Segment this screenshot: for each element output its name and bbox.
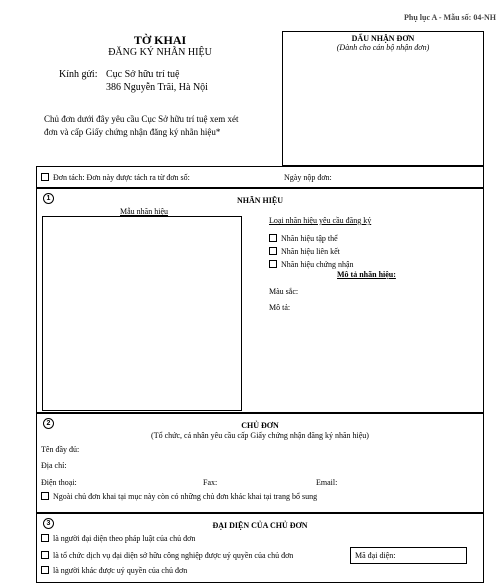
describe-label: Mô tả nhãn hiệu: [337, 270, 396, 279]
section-applicant [36, 413, 484, 513]
trademark-sample-box[interactable] [42, 216, 242, 411]
filing-date-label: Ngày nộp đơn: [284, 173, 332, 182]
form-subtitle: ĐĂNG KÝ NHÃN HIỆU [108, 47, 212, 58]
agent-code-label: Mã đại diện: [355, 551, 396, 560]
type-option-associated[interactable]: Nhãn hiệu liên kết [269, 247, 340, 257]
rep-checkbox[interactable] [41, 566, 49, 574]
fax-label: Fax: [203, 478, 218, 487]
type-checkbox[interactable] [269, 260, 277, 268]
email-label: Email: [316, 478, 338, 487]
other-owners-checkbox[interactable] [41, 492, 49, 500]
request-line-1: Chủ đơn dưới đây yêu cầu Cục Sở hữu trí tuệ xem xét [44, 114, 239, 124]
section3-title: ĐẠI DIỆN CỦA CHỦ ĐƠN [212, 521, 308, 530]
form-code: Phụ lục A - Mẫu số: 04-NH [403, 13, 496, 22]
section-number-2: 2 [43, 418, 54, 429]
split-row [36, 166, 484, 188]
split-field[interactable]: Đơn tách: Đơn này được tách ra từ đơn số: [41, 173, 190, 183]
stamp-note: (Dành cho cán bộ nhận đơn) [336, 43, 430, 52]
other-owners-option[interactable]: Ngoài chủ đơn khai tại mục này còn có những chủ đơn khác khai tại trang bổ sung [41, 492, 317, 502]
rep-option-other[interactable]: là người khác được uỷ quyền của chủ đơn [41, 566, 187, 576]
sample-label: Mẫu nhãn hiệu [120, 207, 168, 216]
section-number-3: 3 [43, 518, 54, 529]
type-option-certification[interactable]: Nhãn hiệu chứng nhận [269, 260, 354, 270]
stamp-box [282, 31, 484, 166]
rep-option-legal[interactable]: là người đại diện theo pháp luật của chủ đơn [41, 534, 195, 544]
section-trademark [36, 188, 484, 413]
rep-checkbox[interactable] [41, 551, 49, 559]
color-label: Màu sắc: [269, 287, 299, 296]
section-number-1: 1 [43, 193, 54, 204]
to-label: Kính gửi: [59, 69, 98, 80]
section2-note: (Tổ chức, cá nhân yêu cầu cấp Giấy chứng nhận đăng ký nhãn hiệu) [151, 431, 369, 440]
rep-checkbox[interactable] [41, 534, 49, 542]
stamp-title: DẤU NHẬN ĐƠN [351, 34, 415, 43]
address-label: Địa chỉ: [41, 461, 67, 470]
type-option-collective[interactable]: Nhãn hiệu tập thể [269, 234, 338, 244]
agent-code-field[interactable] [350, 547, 467, 564]
to-line-1: Cục Sở hữu trí tuệ [106, 69, 180, 80]
name-label: Tên đầy đủ: [41, 445, 80, 454]
section-representative [36, 513, 484, 583]
type-checkbox[interactable] [269, 247, 277, 255]
description-label: Mô tả: [269, 303, 291, 312]
request-line-2: đơn và cấp Giấy chứng nhận đăng ký nhãn hiệu* [44, 127, 221, 137]
type-label: Loại nhãn hiệu yêu cầu đăng ký [269, 216, 372, 225]
phone-label: Điện thoại: [41, 478, 77, 487]
split-checkbox[interactable] [41, 173, 49, 181]
section1-title: NHÃN HIỆU [236, 196, 283, 205]
type-checkbox[interactable] [269, 234, 277, 242]
rep-option-service[interactable]: là tổ chức dịch vụ đại diện sở hữu công nghiệp được uỷ quyền của chủ đơn [41, 551, 293, 561]
form-title: TỜ KHAI [133, 33, 187, 47]
to-line-2: 386 Nguyễn Trãi, Hà Nội [106, 82, 208, 93]
section2-title: CHỦ ĐƠN [241, 421, 279, 430]
